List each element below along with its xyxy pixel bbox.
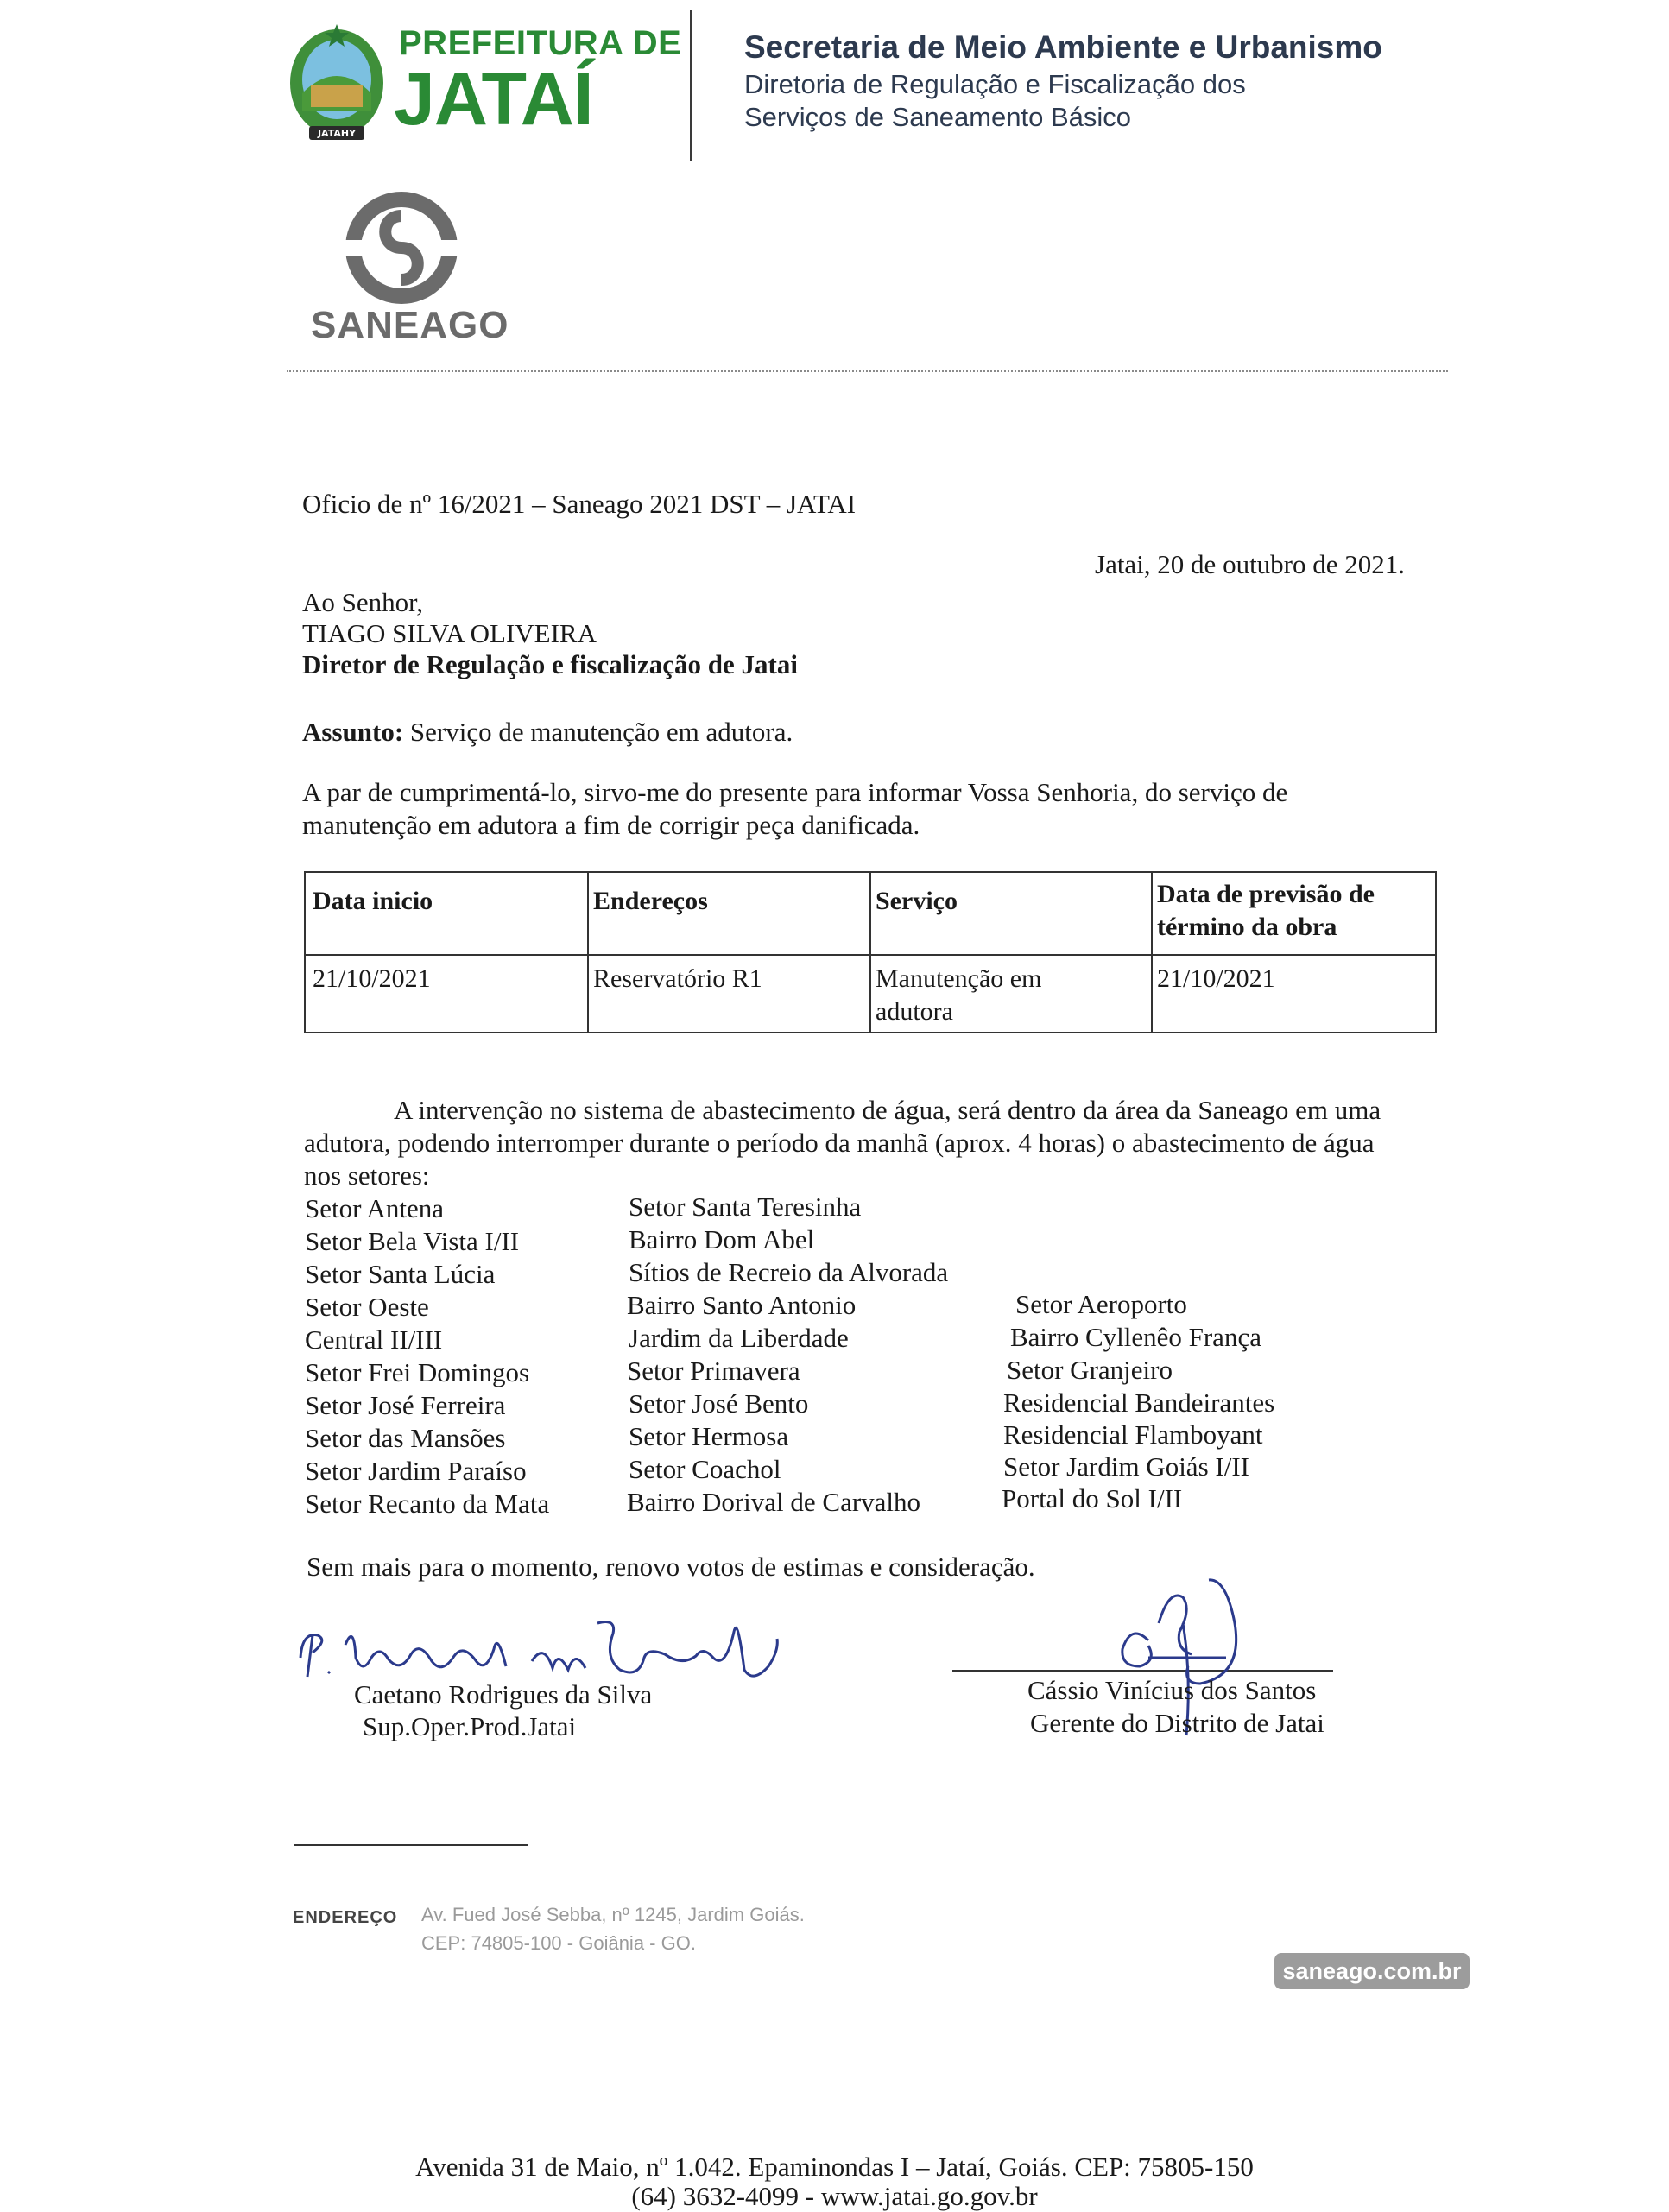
header-rule [287, 370, 1448, 372]
cell-servico-line-1: Manutenção em [876, 964, 1042, 993]
footer-address: Avenida 31 de Maio, nº 1.042. Epaminondas I – Jataí, Goiás. CEP: 75805-150 [415, 2152, 1254, 2182]
left-signer-role: Sup.Oper.Prod.Jatai [363, 1711, 577, 1741]
closing-line: Sem mais para o momento, renovo votos de estimas e consideração. [307, 1552, 1035, 1582]
saneago-website-badge: saneago.com.br [1274, 1953, 1470, 1989]
intro-line-1: A par de cumprimentá-lo, sirvo-me do presente para informar Vossa Senhoria, do serviço de [302, 777, 1288, 807]
header-enderecos: Endereços [593, 887, 708, 915]
sector-col2-item: Setor Coachol [629, 1454, 781, 1484]
recipient-title: Diretor de Regulação e fiscalização de Jatai [302, 649, 798, 679]
body-line-3: nos setores: [304, 1160, 430, 1191]
letter-date: Jatai, 20 de outubro de 2021. [1095, 549, 1406, 579]
body-line-2: adutora, podendo interromper durante o período da manhã (aprox. 4 horas) o abastecimento de água [304, 1128, 1375, 1158]
saneago-address-line-2: CEP: 74805-100 - Goiânia - GO. [421, 1932, 696, 1954]
sector-col3-item: Bairro Cyllenêo França [1010, 1322, 1261, 1352]
sector-col1-item: Setor Jardim Paraíso [305, 1456, 527, 1486]
secretaria-title: Secretaria de Meio Ambiente e Urbanismo [744, 29, 1382, 65]
sector-col3-item: Residencial Bandeirantes [1003, 1387, 1275, 1418]
jatai-wordmark: JATAÍ [394, 58, 593, 141]
sector-col3-item: Residencial Flamboyant [1003, 1419, 1263, 1450]
body-line-1: A intervenção no sistema de abastecimento de água, será dentro da área da Saneago em uma [394, 1095, 1381, 1125]
secretaria-line-2: Serviços de Saneamento Básico [744, 102, 1132, 132]
secretaria-line-1: Diretoria de Regulação e Fiscalização dos [744, 69, 1246, 99]
sector-col2-item: Jardim da Liberdade [629, 1323, 849, 1353]
municipal-crest-logo [285, 16, 389, 145]
sector-col1-item: Setor Santa Lúcia [305, 1259, 496, 1289]
sector-col1-item: Setor Bela Vista I/II [305, 1226, 520, 1256]
saneago-address-line-1: Av. Fued José Sebba, nº 1245, Jardim Goiás. [421, 1904, 805, 1925]
subject-text: Serviço de manutenção em adutora. [409, 717, 793, 747]
header-servico: Serviço [876, 887, 958, 915]
footer-contact: (64) 3632-4099 - www.jatai.go.gov.br [631, 2181, 1038, 2211]
right-signer-name: Cássio Vinícius dos Santos [1027, 1675, 1317, 1705]
right-signer-role: Gerente do Distrito de Jatai [1030, 1708, 1324, 1738]
sector-col3-item: Portal do Sol I/II [1002, 1483, 1183, 1514]
sector-col1-item: Setor Antena [305, 1193, 444, 1223]
sector-col3-item: Setor Jardim Goiás I/II [1003, 1451, 1249, 1482]
cell-data-termino: 21/10/2021 [1157, 964, 1275, 993]
sector-col2-item: Bairro Dom Abel [629, 1224, 815, 1255]
sector-col1-item: Central II/III [305, 1324, 443, 1355]
subject-label: Assunto: [302, 717, 404, 747]
header-previsao-line-1: Data de previsão de [1157, 880, 1375, 908]
saneago-name: SANEAGO [311, 304, 509, 346]
cell-endereco: Reservatório R1 [593, 964, 762, 993]
oficio-number: Oficio de nº 16/2021 – Saneago 2021 DST – JATAI [302, 489, 857, 519]
salutation: Ao Senhor, [302, 587, 423, 617]
sector-col3-item: Setor Granjeiro [1007, 1355, 1173, 1385]
recipient-name: TIAGO SILVA OLIVEIRA [302, 618, 597, 648]
svg-text:JATAHY: JATAHY [317, 128, 357, 139]
footer-rule [294, 1844, 528, 1846]
left-signer-name: Caetano Rodrigues da Silva [354, 1679, 653, 1710]
intro-line-2: manutenção em adutora a fim de corrigir peça danificada. [302, 810, 920, 840]
cell-data-inicio: 21/10/2021 [313, 964, 431, 993]
left-handwritten-signature [294, 1597, 794, 1692]
sector-col1-item: Setor Frei Domingos [305, 1357, 530, 1387]
sector-col1-item: Setor José Ferreira [305, 1390, 506, 1420]
schedule-table [304, 871, 1437, 1033]
sector-col2-item: Bairro Dorival de Carvalho [627, 1487, 921, 1517]
sector-col2-item: Setor Primavera [627, 1356, 800, 1386]
sector-col2-item: Setor José Bento [629, 1388, 809, 1419]
sector-col2-item: Bairro Santo Antonio [627, 1290, 857, 1320]
header-previsao-line-2: término da obra [1157, 913, 1337, 941]
sector-col1-item: Setor Recanto da Mata [305, 1488, 550, 1519]
sector-col3-item: Setor Aeroporto [1015, 1289, 1187, 1319]
sector-col2-item: Setor Santa Teresinha [629, 1191, 862, 1222]
letterhead-divider [690, 10, 692, 161]
sector-col1-item: Setor das Mansões [305, 1423, 506, 1453]
cell-servico-line-2: adutora [876, 997, 953, 1026]
header-data-inicio: Data inicio [313, 887, 433, 915]
prefeitura-label: PREFEITURA DE [399, 24, 682, 62]
subject-line [302, 717, 793, 748]
endereco-label: ENDEREÇO [293, 1908, 398, 1927]
sector-col1-item: Setor Oeste [305, 1292, 429, 1322]
sector-col2-item: Sítios de Recreio da Alvorada [629, 1257, 949, 1287]
sector-col2-item: Setor Hermosa [629, 1421, 789, 1451]
left-signature-flourish [585, 1589, 637, 1616]
saneago-logo-icon [345, 192, 458, 304]
